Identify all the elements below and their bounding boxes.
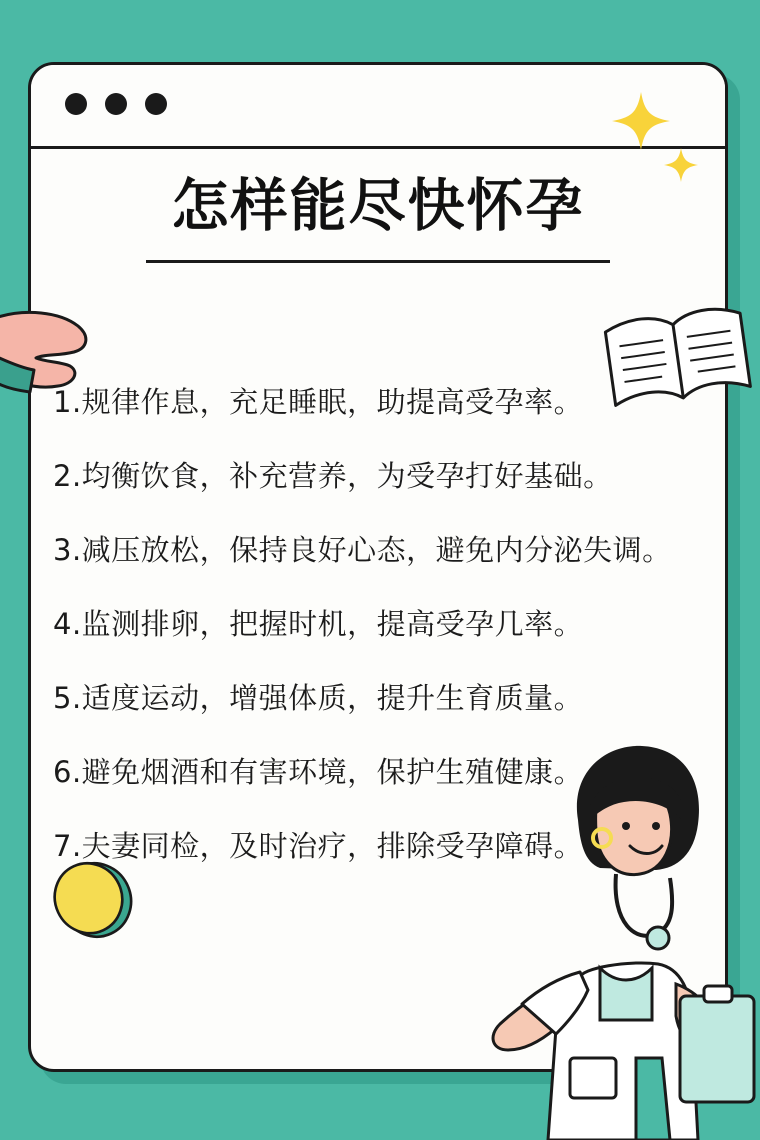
window-dot-minimize[interactable] (105, 93, 127, 115)
sparkle-icon (612, 92, 670, 150)
list-item: 3.减压放松，保持良好心态，避免内分泌失调。 (53, 533, 672, 567)
list-item: 5.适度运动，增强体质，提升生育质量。 (53, 681, 584, 715)
page-title-wrap (31, 175, 725, 263)
list-item: 4.监测排卵，把握时机，提高受孕几率。 (53, 607, 584, 641)
sparkle-icon (664, 148, 698, 182)
window-controls (65, 93, 167, 115)
list-item: 6.避免烟酒和有害环境，保护生殖健康。 (53, 755, 584, 789)
list-item: 7.夫妻同检，及时治疗，排除受孕障碍。 (53, 829, 584, 863)
open-book-icon (600, 300, 760, 420)
hand-icon (0, 300, 130, 400)
window-dot-close[interactable] (65, 93, 87, 115)
page-title: 怎样能尽快怀孕 (171, 173, 585, 239)
list-item: 2.均衡饮食，补充营养，为受孕打好基础。 (53, 459, 613, 493)
title-divider (146, 260, 610, 263)
doctor-illustration (430, 728, 760, 1140)
list-item: 1.规律作息，充足睡眠，助提高受孕率。 (53, 385, 584, 419)
blob-shape (48, 856, 136, 944)
window-dot-maximize[interactable] (145, 93, 167, 115)
